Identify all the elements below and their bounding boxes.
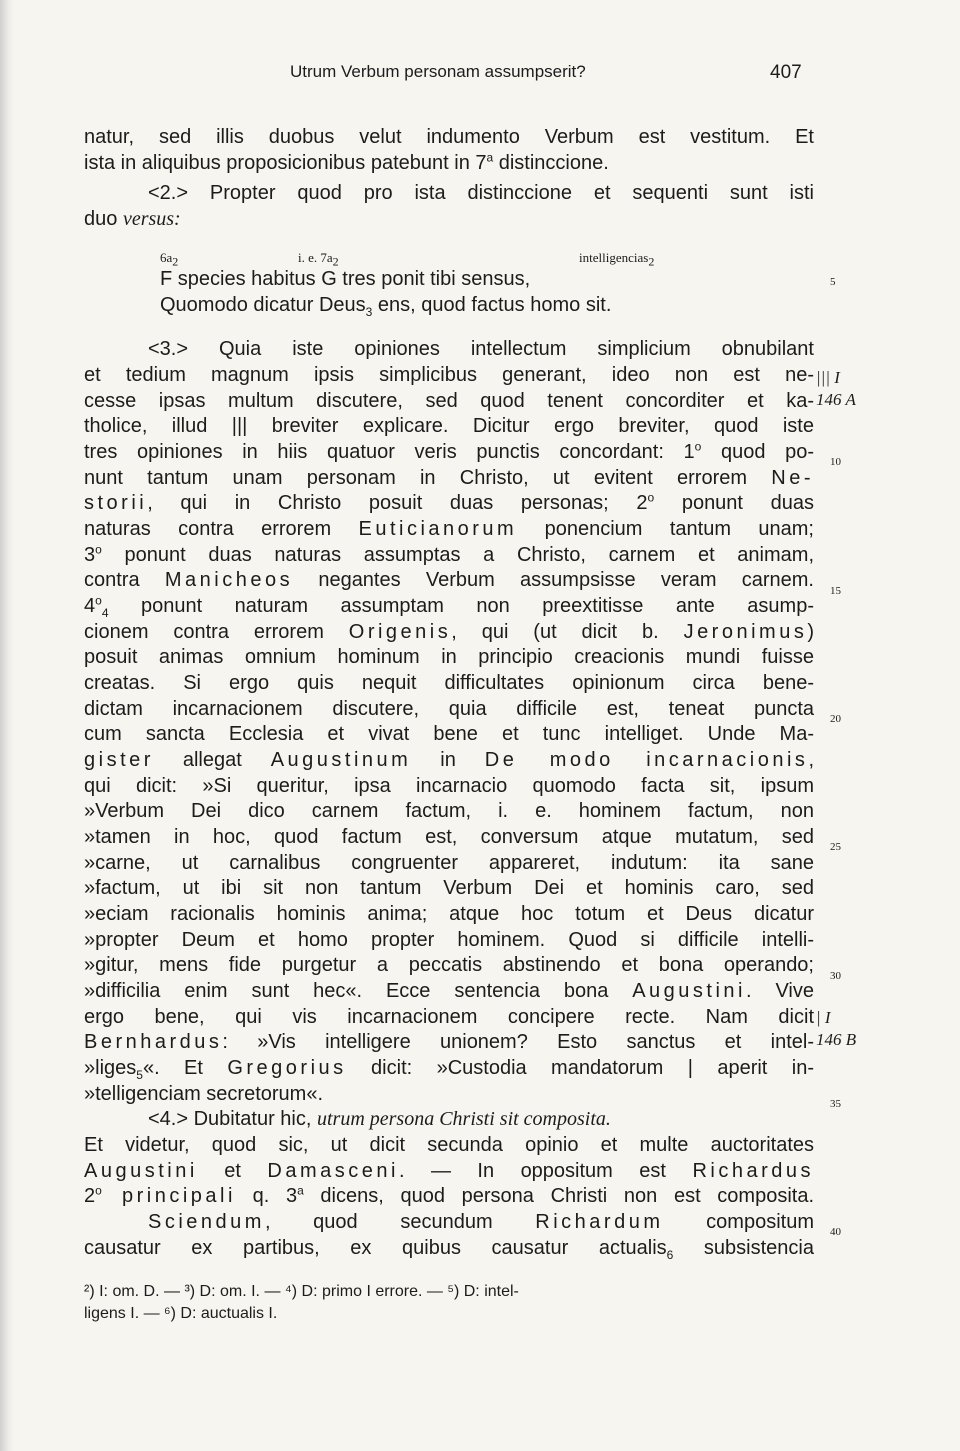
line-number: 15 [830,585,841,597]
text-line: ista in aliquibus proposicionibus patebunt in 7$^a$ distinccione. [84,150,609,174]
margin-ref: 146 B [816,1030,857,1049]
text-line: 2$^o$ principali q. 3$^a$ dicens, quod persona Christi non est composita. [84,1183,815,1207]
verse-annotation: i. e. 7a2 [298,250,339,269]
text-line: »tamen in hoc, quod factum est, conversum atque mutatum, sed [84,826,814,848]
text-line: $4^o_4$ ponunt naturam assumptam non preextitisse ante asump- [84,593,814,620]
text-line: Et videtur, quod sic, ut dicit secunda opinio et multe auctoritates [84,1134,814,1156]
text-line: <3.> Quia iste opiniones intellectum simplicium obnubilant [148,338,814,360]
text-line: <4.> Dubitatur hic, utrum persona Christi sit composita. [148,1108,611,1130]
scan-edge-shadow [0,0,14,1451]
text-line: »difficilia enim sunt hec«. Ecce sentencia bona Augustini. Vive [84,980,814,1002]
margin-ref: | I [816,1008,831,1027]
text-line: duo versus: [84,208,181,230]
verse-line: F species habitus G tres ponit tibi sensus, [160,268,531,290]
text-line: »telligenciam secretorum«. [84,1083,323,1105]
page-number: 407 [770,62,802,83]
footnote-line: ²) I: om. D. — ³) D: om. I. — ⁴) D: primo I errore. — ⁵) D: intel- [84,1283,519,1300]
line-number: 40 [830,1226,841,1238]
text-line: naturas contra errorem Euticianorum ponencium tantum unam; [84,518,814,540]
text-line: cesse ipsas multum discutere, sed quod tenent concorditer et ka- [84,390,814,412]
text-line: posuit animas omnium hominum in principio creacionis mundi fuisse [84,646,814,668]
verse-annotation: 6a2 [160,250,179,269]
text-line: Sciendum, quod secundum Richardum compositum [148,1211,814,1233]
text-line: dictam incarnacionem discutere, quia difficile est, teneat puncta [84,698,814,720]
text-line: »carne, ut carnalibus congruenter appareret, indutum: ita sane [84,852,814,874]
text-line: »propter Deum et homo propter hominem. Quod si difficile intelli- [84,929,814,951]
text-line: »eciam racionalis hominis anima; atque hoc totum et Deus dicatur [84,903,814,925]
text-line: cum sancta Ecclesia et vivat bene et tunc intelliget. Unde Ma- [84,723,814,745]
line-number: 10 [830,456,841,468]
text-line: gister allegat Augustinum in De modo incarnacionis, [84,749,814,771]
text-line: natur, sed illis duobus velut indumento Verbum est vestitum. Et [84,126,814,148]
footnote-line: ligens I. — ⁶) D: auctualis I. [84,1305,278,1322]
text-line: 3$^o$ ponunt duas naturas assumptas a Christo, carnem et animam, [84,542,814,566]
line-number: 30 [830,970,841,982]
line-number: 35 [830,1098,841,1110]
text-line: creatas. Si ergo quis nequit difficultates opinionum circa bene- [84,672,814,694]
margin-ref: ||| I [816,368,840,387]
text-line: Bernhardus: »Vis intelligere unionem? Esto sanctus et intel- [84,1031,814,1053]
text-line: »gitur, mens fide purgetur a peccatis abstinendo et bona operando; [84,954,814,976]
verse-line: Quomodo dicatur Deus$_3$ ens, quod factus homo sit. [160,294,612,319]
line-number: 20 [830,713,841,725]
text-line: qui dicit: »Si queritur, ipsa incarnacio quomodo facta sit, ipsum [84,775,814,797]
text-line: Augustini et Damasceni. — In oppositum est Richardus [84,1160,814,1182]
text-line: cionem contra errorem Origenis, qui (ut dicit b. Jeronimus) [84,621,814,643]
line-number: 25 [830,841,841,853]
text-line: »factum, ut ibi sit non tantum Verbum Dei et hominis caro, sed [84,877,814,899]
line-number: 5 [830,276,836,288]
text-line: »Verbum Dei dico carnem factum, i. e. hominem factum, non [84,800,814,822]
page-header [0,62,960,86]
running-title: Utrum Verbum personam assumpserit? [290,62,586,81]
text-line: nunt tantum unam personam in Christo, ut evitent errorem Ne- [84,467,814,489]
text-line: ergo bene, qui vis incarnacionem concipere recte. Nam dicit [84,1006,814,1028]
text-line: tholice, illud ||| breviter explicare. Dicitur ergo breviter, quod iste [84,415,814,437]
text-line: tres opiniones in hiis quatuor veris punctis concordant: 1$^o$ quod po- [84,439,815,463]
margin-ref: 146 A [816,390,856,409]
text-line: contra Manicheos negantes Verbum assumpsisse veram carnem. [84,569,814,591]
text-line: »liges$_5$«. Et Gregorius dicit: »Custodia mandatorum | aperit in- [84,1057,814,1082]
verse-annotation: intelligencias2 [579,250,655,269]
text-line: <2.> Propter quod pro ista distinccione et sequenti sunt isti [148,182,814,204]
text-line: causatur ex partibus, ex quibus causatur actualis$_6$ subsistencia [84,1237,814,1262]
text-line: storii, qui in Christo posuit duas personas; 2$^o$ ponunt duas [84,490,814,514]
text-line: et tedium magnum ipsis simplicibus generant, ideo non est ne- [84,364,814,386]
